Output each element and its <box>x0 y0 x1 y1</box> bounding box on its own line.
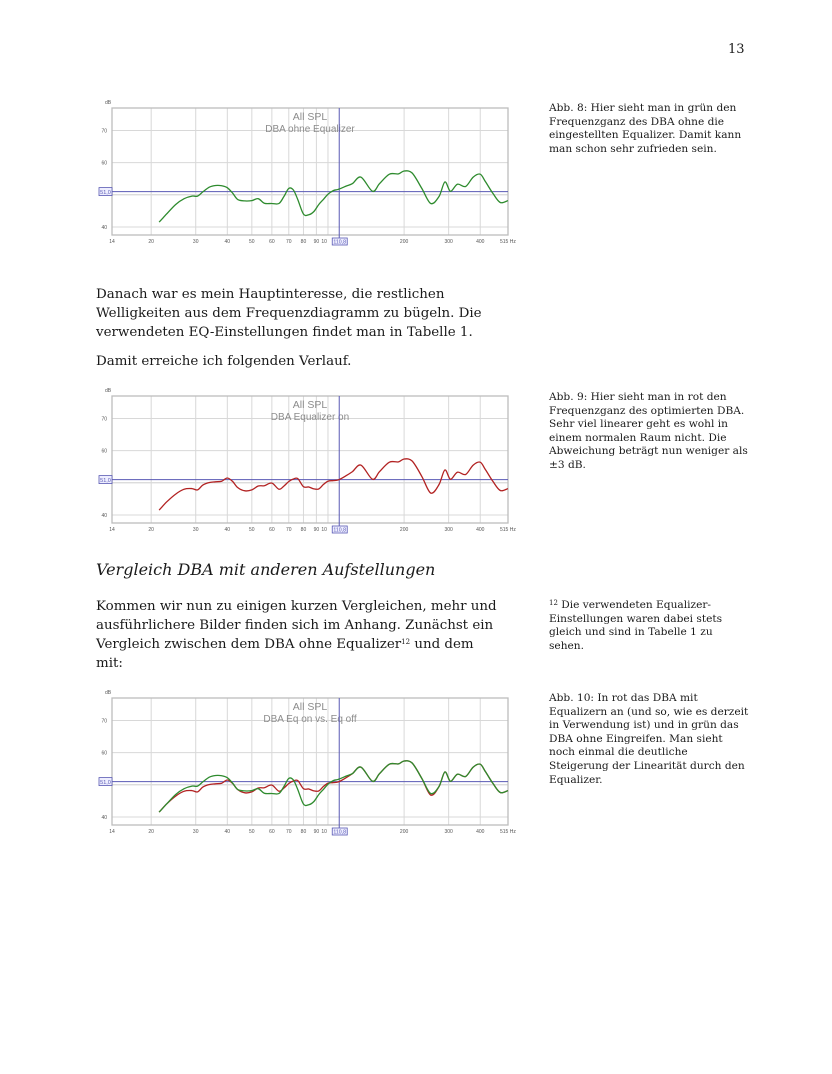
section-heading: Vergleich DBA mit anderen Aufstellungen <box>96 560 436 579</box>
series-line-eq-off <box>159 761 508 812</box>
y-tick-label: 60 <box>101 448 107 455</box>
chart-fig8 <box>95 95 520 250</box>
y-axis-label: dB <box>105 690 112 696</box>
x-tick-label: 400 <box>476 239 485 245</box>
x-tick-label: 14 <box>109 239 115 245</box>
chart-svg <box>95 685 520 840</box>
y-axis-label: dB <box>105 388 112 394</box>
chart-fig10 <box>95 685 520 840</box>
x-tick-label: 60 <box>269 527 275 533</box>
series-line-eq-on <box>159 459 508 510</box>
x-tick-label: 30 <box>192 239 199 245</box>
x-tick-label: 20 <box>148 829 154 835</box>
y-tick-label: 70 <box>101 718 107 725</box>
x-tick-label: 14 <box>109 527 115 533</box>
paragraph-text: Damit erreiche ich folgenden Verlauf. <box>96 354 352 369</box>
chart-subtitle: DBA Equalizer on <box>270 412 350 423</box>
paragraph-comparison <box>96 597 501 673</box>
x-tick-label: 515 Hz <box>500 239 516 245</box>
x-tick-label: 90 <box>313 239 320 245</box>
chart-subtitle: DBA Eq on vs. Eq off <box>263 714 357 725</box>
chart-title: All SPL <box>292 111 328 123</box>
caption-fig8: Abb. 8: Hier sieht man in grün den Frequenzganz des DBA ohne die eingestellten Equalizer. Damit kann man schon sehr zufrieden sein. <box>549 102 742 155</box>
footnote-ref: 12 <box>401 638 411 646</box>
chart-fig9 <box>95 383 520 538</box>
y-tick-label: 40 <box>101 224 107 231</box>
chart-svg <box>95 95 520 250</box>
y-tick-label: 60 <box>101 750 107 757</box>
caption-fig10: Abb. 10: In rot das DBA mit Equalizern an (und so, wie es derzeit in Verwendung ist) und in grün das DBA ohne Eingreifen. Man sieht noch einmal die deutliche Steigerung der Linearität durch den Equalizer. <box>549 692 749 786</box>
x-tick-label: 10 <box>321 239 327 245</box>
y-tick-label: 40 <box>101 814 107 821</box>
footnote-text: Die verwendeten Equalizer-Einstellungen waren dabei stets gleich und sind in Tabelle 1 zu sehen. <box>549 599 723 652</box>
x-tick-label: 400 <box>476 829 485 835</box>
x-tick-label: 200 <box>399 527 409 533</box>
x-tick-label: 40 <box>224 829 231 835</box>
x-tick-label: 30 <box>192 527 199 533</box>
cursor-y-label: 51,0 <box>100 779 111 786</box>
chart-svg <box>95 383 520 538</box>
x-tick-label: 80 <box>300 239 307 245</box>
x-tick-label: 10 <box>321 527 327 533</box>
x-tick-label: 30 <box>192 829 199 835</box>
footnote-12 <box>549 599 749 653</box>
x-tick-label: 60 <box>269 239 275 245</box>
x-tick-label: 80 <box>300 527 307 533</box>
x-tick-label: 300 <box>444 527 453 533</box>
x-tick-label: 70 <box>286 527 292 533</box>
x-tick-label: 20 <box>148 239 154 245</box>
y-tick-label: 70 <box>101 416 107 423</box>
x-tick-label: 400 <box>476 527 485 533</box>
x-tick-label: 50 <box>249 829 255 835</box>
x-tick-label: 40 <box>224 239 231 245</box>
x-tick-label: 515 Hz <box>500 527 516 533</box>
cursor-y-label: 51,0 <box>100 477 111 484</box>
chart-title: All SPL <box>292 701 328 713</box>
y-axis-label: dB <box>105 100 112 106</box>
x-tick-label: 200 <box>399 829 409 835</box>
chart-title: All SPL <box>292 399 328 411</box>
y-tick-label: 60 <box>101 160 107 167</box>
paragraph-eq-intro <box>96 285 501 371</box>
page-number: 13 <box>728 42 745 57</box>
x-tick-label: 14 <box>109 829 115 835</box>
x-tick-label: 300 <box>444 239 453 245</box>
x-tick-label: 60 <box>269 829 275 835</box>
paragraph-text: Kommen wir nun zu einigen kurzen Vergleichen, mehr und ausführlichere Bilder finden sich im Anhang. Zunächst ein Vergleich zwischen dem DBA ohne Equalizer <box>96 599 497 652</box>
caption-fig9: Abb. 9: Hier sieht man in rot den Frequenzganz des optimierten DBA. Sehr viel linearer geht es wohl in einem normalen Raum nicht. Die Abweichung beträgt nun weniger als ±3 dB. <box>549 391 748 471</box>
x-tick-label: 200 <box>399 239 409 245</box>
x-tick-label: 80 <box>300 829 307 835</box>
chart-subtitle: DBA ohne Equalizer <box>265 124 355 135</box>
x-tick-label: 70 <box>286 239 292 245</box>
x-tick-label: 90 <box>313 829 320 835</box>
series-line-eq-off <box>159 171 508 222</box>
x-tick-label: 50 <box>249 239 255 245</box>
cursor-x-label: 110,8 <box>333 239 347 246</box>
series-line-eq-on <box>159 761 508 812</box>
x-tick-label: 90 <box>313 527 320 533</box>
cursor-y-label: 51,0 <box>100 189 111 196</box>
x-tick-label: 50 <box>249 527 255 533</box>
x-tick-label: 515 Hz <box>500 829 516 835</box>
y-tick-label: 40 <box>101 512 107 519</box>
x-tick-label: 70 <box>286 829 292 835</box>
x-tick-label: 300 <box>444 829 453 835</box>
paragraph-text: und dem mit: <box>96 637 474 671</box>
x-tick-label: 20 <box>148 527 154 533</box>
cursor-x-label: 110,8 <box>333 527 347 534</box>
x-tick-label: 40 <box>224 527 231 533</box>
cursor-x-label: 110,8 <box>333 829 347 836</box>
footnote-mark: 12 <box>549 599 558 607</box>
paragraph-text: Danach war es mein Hauptinteresse, die restlichen Welligkeiten aus dem Frequenzdiagramm zu bügeln. Die verwendeten EQ-Einstellungen findet man in Tabelle 1. <box>96 287 482 340</box>
y-tick-label: 70 <box>101 128 107 135</box>
x-tick-label: 10 <box>321 829 327 835</box>
